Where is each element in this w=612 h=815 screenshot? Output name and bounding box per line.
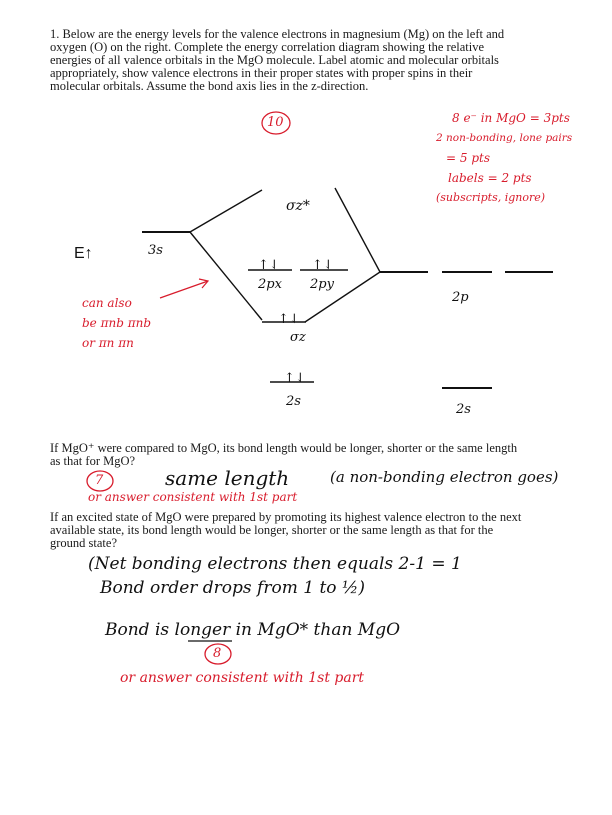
question-2-text [50,442,595,468]
o-2p-label: 2p [452,290,469,305]
q2-answer: same length [165,466,290,490]
question-1-line: appropriately, show valence electrons in their proper states with proper spins in their [50,66,473,80]
side-note-line: be πnb πnb [82,316,152,330]
q1-score: 10 [267,115,284,130]
correlation-line [190,232,262,320]
rubric-line: (subscripts, ignore) [436,191,546,204]
question-1-line: energies of all valence orbitals in the MgO molecule. Label atomic and molecular orbitals [50,53,499,67]
q2-aside: (a non-bonding electron goes) [330,468,559,486]
grading-rubric [436,108,608,208]
question-1-line: oxygen (O) on the right. Complete the energy correlation diagram showing the relative [50,40,485,54]
question-1-line: 1. Below are the energy levels for the valence electrons in magnesium (Mg) on the left and [50,27,505,41]
rubric-line: labels = 2 pts [448,171,532,185]
mg-3s-label: 3s [148,243,163,258]
correlation-line [335,188,380,272]
rubric-line: = 5 pts [446,151,490,165]
o-2s-label: 2s [456,402,471,417]
question-1-line: molecular orbitals. Assume the bond axis lies in the z-direction. [50,79,369,93]
question-3-text [50,511,595,550]
sigma-star-label: σz* [286,198,310,214]
correlation-line [190,190,262,232]
py-electron-pair: ↑⇃ [312,258,334,273]
px-electron-pair: ↑⇃ [258,258,280,273]
py-label: 2py [310,277,334,292]
question-3-line: If an excited state of MgO were prepared by promoting its highest valence electron to the next [50,510,522,524]
sigma-z-label: σz [290,330,306,345]
energy-axis-label: E↑ [74,245,93,262]
question-2-line: as that for MgO? [50,454,136,468]
rubric-line: 2 non-bonding, lone pairs [436,132,573,144]
q2-note: or answer consistent with 1st part [88,490,298,504]
side-note-line: or πn πn [82,336,134,350]
question-2-line: If MgO⁺ were compared to MgO, its bond length would be longer, shorter or the same length [50,441,518,455]
mo-2s-label: 2s [286,394,301,409]
px-label: 2px [258,277,282,292]
q3-answer-line-1: (Net bonding electrons then equals 2-1 = 1 [88,554,462,574]
q3-score: 8 [213,646,222,661]
sigma-z-electron-pair: ↑⇃ [278,312,300,327]
note-arrow [160,281,208,298]
question-3-line: ground state? [50,536,117,550]
mo-2s-electron-pair: ↑⇃ [284,371,306,386]
q3-answer-line-2: Bond order drops from 1 to ½) [100,578,366,598]
rubric-line: 8 e⁻ in MgO = 3pts [452,111,570,125]
question-3-line: available state, its bond length would be longer, shorter or the same length as that for the [50,523,494,537]
side-note [82,293,151,353]
q3-note: or answer consistent with 1st part [120,670,365,686]
q2-score: 7 [95,473,104,488]
side-note-line: can also [82,296,132,310]
q3-answer-line-3: Bond is longer in MgO* than MgO [105,620,401,640]
